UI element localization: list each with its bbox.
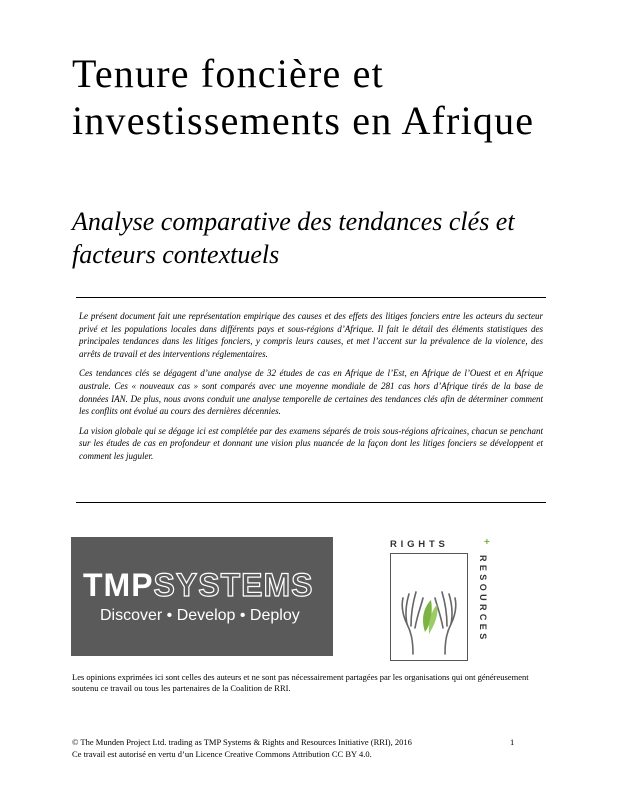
document-subtitle: Analyse comparative des tendances clés et facteurs contextuels (72, 207, 515, 269)
abstract-paragraph-1: Le présent document fait une représentation empirique des causes et des effets des litiges fonciers entre les acteurs du secteur privé et les populations locales dans différents pays et sous-régions d’Afrique. Il fait le détail des éléments statistiques des principales tendances dans les litiges fonciers, y compris leurs causes, et met l’accent sur la prévalence de la violence, des arrêts de travail et des interventions réglementaires. (79, 311, 543, 359)
hands-leaf-icon (391, 554, 467, 660)
abstract-box (76, 297, 546, 503)
rr-logo-rights-word: RIGHTS (390, 539, 449, 550)
rr-logo-frame (390, 553, 468, 661)
rr-logo-resources-word: RESOURCES (478, 555, 488, 643)
tmp-logo-wordmark (83, 568, 313, 602)
abstract-paragraph-3: La vision globale qui se dégage ici est complétée par des examens séparés de trois sous-régions africaines, chacun se penchant sur les études de cas en profondeur et donnant une vision plus nuancée de la façon dont les litiges fonciers se développent et comment les juguler. (79, 425, 543, 461)
document-title: Tenure foncière et investissements en Afrique (72, 51, 535, 143)
page-number: 1 (510, 737, 515, 747)
tmp-logo-word-tmp: TMP (83, 567, 154, 603)
copyright-text: © The Munden Project Ltd. trading as TMP Systems & Rights and Resources Initiative (RRI), 2016 (72, 737, 412, 747)
tmp-logo-word-systems: SYSTEMS (153, 567, 314, 603)
tmp-systems-logo (71, 537, 333, 656)
rights-resources-logo (388, 537, 492, 665)
license-text: Ce travail est autorisé en vertu d’un Licence Creative Commons Attribution CC BY 4.0. (72, 749, 372, 759)
abstract-paragraph-2: Ces tendances clés se dégagent d’une analyse de 32 études de cas en Afrique de l’Est, en Afrique de l’Ouest et en Afrique australe. Ces « nouveaux cas » sont comparés avec une moyenne mondiale de 281 cas hors d’Afrique tirés de la base de données IAN. De plus, nous avons conduit une analyse temporelle de certaines des tendances clés afin de déterminer comment les conflits ont évolué au cours des dernières décennies. (79, 368, 543, 417)
tmp-logo-tagline: Discover • Develop • Deploy (100, 607, 300, 624)
disclaimer-text: Les opinions exprimées ici sont celles des auteurs et ne sont pas nécessairement partagées par les organisations qui ont généreusement soutenu ce travail ou tous les partenaires de la Coalition de RRI. (72, 672, 529, 693)
rr-logo-plus: + (484, 537, 490, 548)
